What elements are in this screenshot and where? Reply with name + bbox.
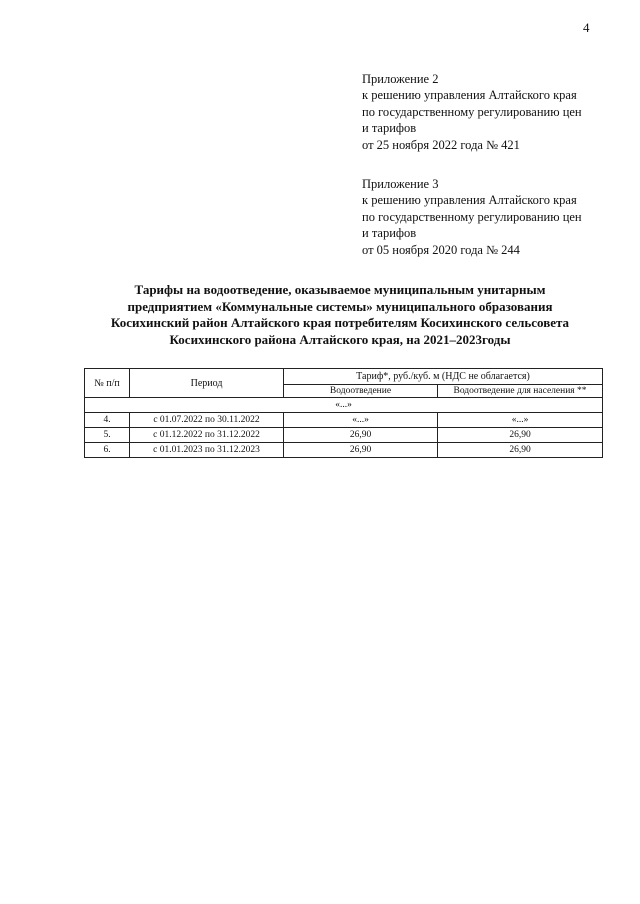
- title-line: Косихинского района Алтайского края, на 2021–2023годы: [169, 331, 511, 347]
- table-row: [85, 443, 603, 458]
- row-period: с 01.01.2023 по 31.12.2023: [130, 443, 284, 458]
- page-number: 4: [583, 20, 590, 35]
- row-wastewater-population: 26,90: [438, 428, 603, 443]
- row-wastewater-population: «...»: [438, 413, 603, 428]
- row-wastewater: «...»: [284, 413, 438, 428]
- appendix-original-line: Приложение 3: [362, 177, 439, 191]
- tariff-table: [84, 368, 603, 458]
- appendix-original-line: и тарифов: [362, 226, 417, 241]
- title-line: предприятием «Коммунальные системы» муниципального образования: [127, 298, 553, 314]
- table-header-row: [85, 369, 603, 385]
- header-wastewater: Водоотведение: [284, 385, 438, 398]
- row-wastewater: 26,90: [284, 428, 438, 443]
- appendix-original-line: к решению управления Алтайского края: [362, 193, 577, 208]
- appendix-original: [362, 176, 632, 258]
- row-wastewater-population: 26,90: [438, 443, 603, 458]
- appendix-current-line: по государственному регулированию цен: [362, 104, 582, 119]
- appendix-original-line: по государственному регулированию цен: [362, 209, 582, 224]
- omitted-marker: «...»: [85, 398, 603, 413]
- header-number: № п/п: [85, 369, 130, 398]
- header-period: Период: [130, 369, 284, 398]
- appendix-current-line: и тарифов: [362, 121, 417, 136]
- title-line: Тарифы на водоотведение, оказываемое муниципальным унитарным: [134, 282, 546, 297]
- row-number: 5.: [85, 428, 130, 443]
- appendix-current-line: к решению управления Алтайского края: [362, 88, 577, 103]
- appendix-current: [362, 71, 632, 153]
- appendix-current-line: от 25 ноября 2022 года № 421: [362, 137, 520, 152]
- table-row: [85, 428, 603, 443]
- header-tariff: Тариф*, руб./куб. м (НДС не облагается): [284, 369, 603, 385]
- title-line: Косихинский район Алтайского края потребителям Косихинского сельсовета: [110, 315, 570, 331]
- row-period: с 01.12.2022 по 31.12.2022: [130, 428, 284, 443]
- omitted-rows-marker: [85, 398, 603, 413]
- document-title: [60, 282, 620, 348]
- appendix-original-line: от 05 ноября 2020 года № 244: [362, 242, 520, 257]
- table-row: [85, 413, 603, 428]
- row-number: 6.: [85, 443, 130, 458]
- row-period: с 01.07.2022 по 30.11.2022: [130, 413, 284, 428]
- row-number: 4.: [85, 413, 130, 428]
- row-wastewater: 26,90: [284, 443, 438, 458]
- appendix-current-line: Приложение 2: [362, 72, 439, 86]
- header-wastewater-population: Водоотведение для населения **: [438, 385, 603, 398]
